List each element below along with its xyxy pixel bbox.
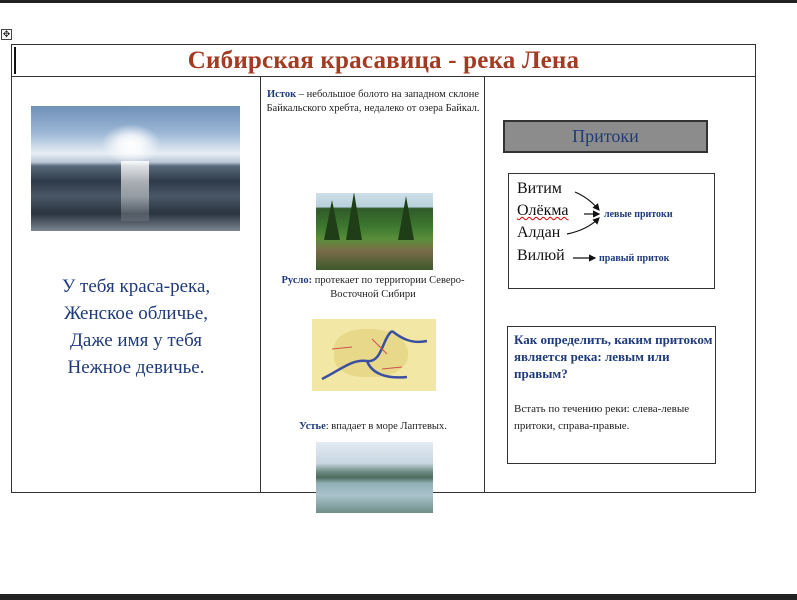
- window-bottom-border: [0, 594, 797, 600]
- mouth-text: : впадает в море Лаптевых.: [325, 421, 447, 432]
- river-mountains-photo: [316, 442, 433, 513]
- tributary-arrows: [509, 174, 716, 290]
- tributaries-box: [508, 173, 715, 289]
- bed-label: Русло:: [281, 275, 313, 286]
- poem-line: Даже имя у тебя: [69, 330, 203, 351]
- source-label: Исток: [267, 89, 297, 100]
- left-tributaries-note: левые притоки: [604, 209, 673, 220]
- left-column: [12, 78, 260, 492]
- river-map-image: [312, 319, 436, 391]
- right-tributary-note: правый приток: [599, 253, 670, 264]
- mouth-paragraph: [265, 420, 481, 434]
- title-row: [12, 45, 755, 77]
- tributaries-header: Притоки: [503, 120, 708, 153]
- page-title: Сибирская красавица - река Лена: [187, 47, 580, 74]
- text-cursor: [14, 47, 16, 74]
- source-paragraph: [265, 88, 481, 116]
- tributary-vilyuy: Вилюй: [517, 247, 565, 264]
- river-sunset-photo: [31, 106, 240, 231]
- source-text: – небольшое болото на западном склоне Байкальского хребта, недалеко от озера Байкал.: [266, 89, 480, 114]
- tributary-olekma: Олёкма: [517, 202, 569, 219]
- poem-line: Женское обличье,: [63, 303, 209, 324]
- right-column: [485, 78, 756, 492]
- bed-text: протекает по территории Северо-Восточной Сибири: [312, 275, 465, 300]
- poem: [12, 273, 260, 381]
- middle-column: [261, 78, 484, 492]
- table-move-handle-icon[interactable]: ✥: [2, 29, 11, 39]
- question-box: [507, 326, 716, 464]
- answer-text: Встать по течению реки: слева-левые притоки, справа-правые.: [514, 403, 690, 432]
- tributary-aldan: Алдан: [517, 224, 561, 241]
- window-top-border: [0, 0, 797, 3]
- poem-line: У тебя краса-река,: [61, 276, 211, 297]
- document-table: [11, 44, 756, 493]
- question-text: Как определить, каким притоком является река: левым или правым?: [514, 332, 713, 381]
- poem-line: Нежное девичье.: [67, 357, 205, 378]
- forest-swamp-photo: [316, 193, 433, 270]
- tributary-vitim: Витим: [517, 180, 562, 197]
- bed-paragraph: [265, 274, 481, 302]
- mouth-label: Устье: [299, 421, 326, 432]
